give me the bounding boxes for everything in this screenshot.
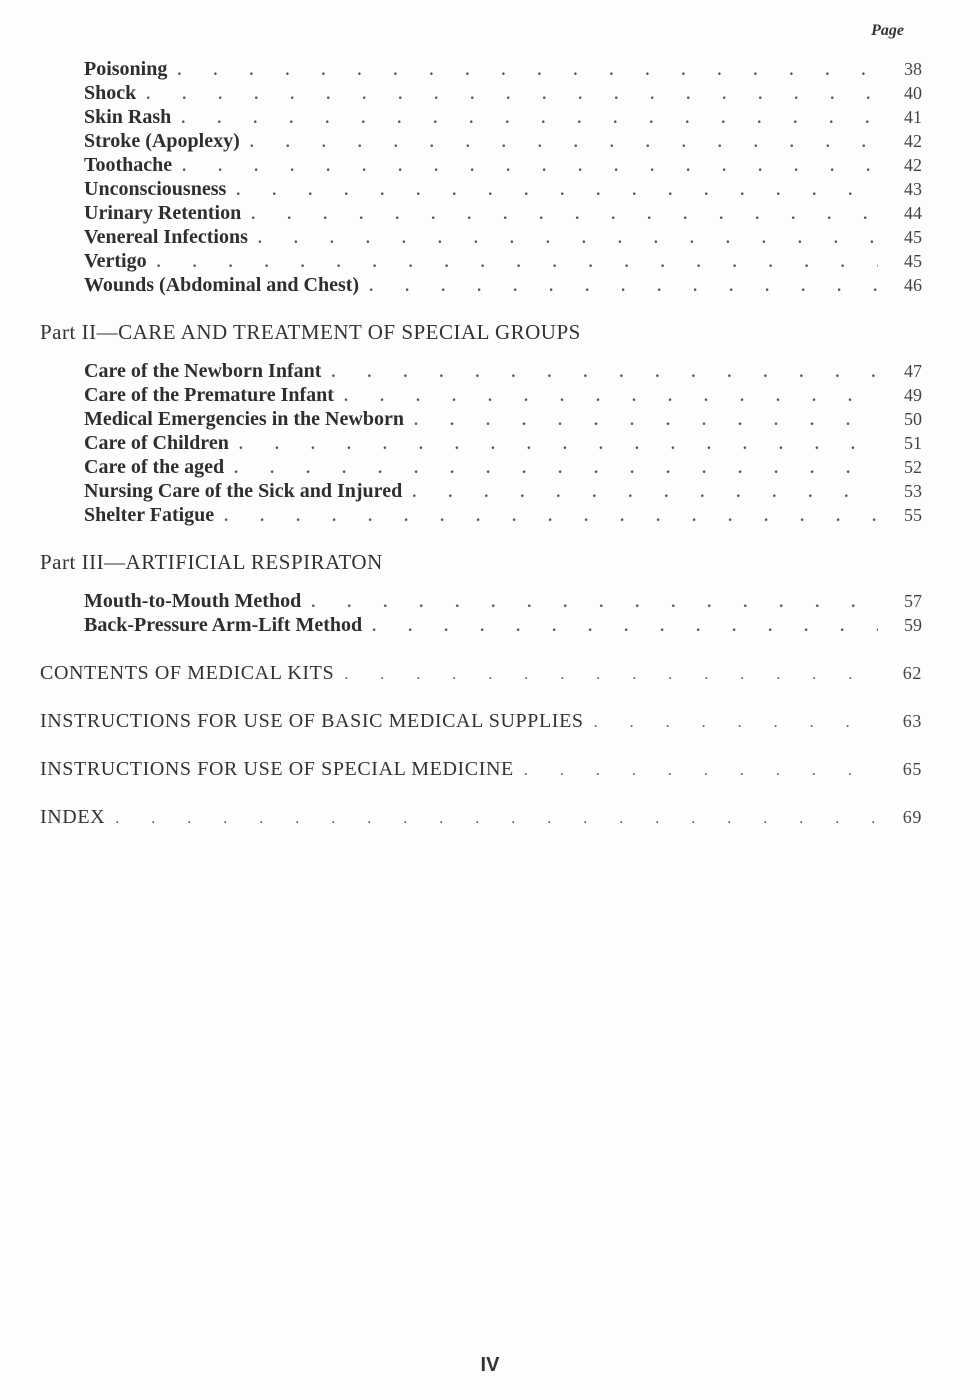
toc-entry-title: Wounds (Abdominal and Chest) xyxy=(84,274,360,296)
dot-leader xyxy=(251,206,878,224)
dot-leader xyxy=(344,388,878,406)
toc-entry-title: Care of Children xyxy=(84,432,229,454)
toc-entry-page: 40 xyxy=(904,83,922,103)
toc-entry-page: 50 xyxy=(904,409,922,429)
toc-entry-title: INDEX xyxy=(40,806,106,828)
toc-major-entry[interactable] xyxy=(40,710,922,734)
toc-entry-page: 38 xyxy=(904,59,922,79)
toc-entry-page: 47 xyxy=(904,361,922,381)
dot-leader xyxy=(331,364,878,382)
dot-leader xyxy=(369,278,878,296)
toc-entry-title: Care of the aged xyxy=(84,456,225,478)
toc-entry-page: 44 xyxy=(904,203,922,223)
toc-entry-title: Vertigo xyxy=(84,250,147,272)
toc-entry-page: 51 xyxy=(904,433,922,453)
toc-entry-page: 59 xyxy=(904,615,922,635)
major-entry-list xyxy=(40,662,922,830)
toc-entry-page: 62 xyxy=(902,663,922,683)
toc-entry-title: Poisoning xyxy=(84,58,168,80)
toc-entry-page: 63 xyxy=(902,711,922,731)
toc-entry-page: 42 xyxy=(904,155,922,175)
toc-entry-title: Mouth-to-Mouth Method xyxy=(84,590,302,612)
toc-major-entry[interactable] xyxy=(40,806,922,830)
dot-leader xyxy=(311,594,878,612)
table-of-contents xyxy=(40,58,922,830)
toc-entry-page: 43 xyxy=(904,179,922,199)
toc-entry-page: 46 xyxy=(904,275,922,295)
toc-entry-page: 53 xyxy=(904,481,922,501)
dot-leader xyxy=(146,86,878,104)
toc-entry[interactable] xyxy=(40,590,922,614)
toc-entry-page: 49 xyxy=(904,385,922,405)
dot-leader xyxy=(234,460,878,478)
toc-entry-title: INSTRUCTIONS FOR USE OF SPECIAL MEDICINE xyxy=(40,758,514,780)
toc-entry-page: 42 xyxy=(904,131,922,151)
toc-entry-title: Care of the Premature Infant xyxy=(84,384,334,406)
toc-entry-title: Nursing Care of the Sick and Injured xyxy=(84,480,403,502)
toc-entry[interactable] xyxy=(40,456,922,480)
dot-leader xyxy=(258,230,878,248)
toc-entry[interactable] xyxy=(40,106,922,130)
toc-entry-title: Skin Rash xyxy=(84,106,172,128)
toc-major-entry[interactable] xyxy=(40,662,922,686)
toc-entry-title: Medical Emergencies in the Newborn xyxy=(84,408,404,430)
toc-entry-title: Care of the Newborn Infant xyxy=(84,360,322,382)
toc-entry-title: Venereal Infections xyxy=(84,226,248,248)
toc-entry[interactable] xyxy=(40,384,922,408)
part3-heading: Part III—ARTIFICIAL RESPIRATON xyxy=(40,550,383,574)
toc-entry-title: Stroke (Apoplexy) xyxy=(84,130,240,152)
toc-entry-page: 52 xyxy=(904,457,922,477)
dot-leader xyxy=(414,412,878,430)
dot-leader xyxy=(177,62,878,80)
toc-entry-title: INSTRUCTIONS FOR USE OF BASIC MEDICAL SUPPLIES xyxy=(40,710,584,732)
toc-entry-page: 45 xyxy=(904,251,922,271)
dot-leader xyxy=(224,508,878,526)
toc-entry[interactable] xyxy=(40,202,922,226)
part2-entry-list xyxy=(40,360,922,528)
toc-entry[interactable] xyxy=(40,154,922,178)
dot-leader xyxy=(239,436,878,454)
dot-leader xyxy=(115,810,878,828)
dot-leader xyxy=(524,762,878,780)
toc-entry-page: 57 xyxy=(904,591,922,611)
toc-entry-title: Back-Pressure Arm-Lift Method xyxy=(84,614,363,636)
toc-entry[interactable] xyxy=(40,408,922,432)
dot-leader xyxy=(412,484,878,502)
dot-leader xyxy=(182,158,878,176)
toc-entry[interactable] xyxy=(40,504,922,528)
toc-entry-page: 69 xyxy=(902,807,922,827)
toc-entry-title: Shock xyxy=(84,82,137,104)
toc-entry-page: 55 xyxy=(904,505,922,525)
toc-entry[interactable] xyxy=(40,432,922,456)
page-column-heading: Page xyxy=(871,22,904,39)
toc-entry-title: Toothache xyxy=(84,154,173,176)
toc-entry[interactable] xyxy=(40,178,922,202)
toc-entry-page: 45 xyxy=(904,227,922,247)
toc-entry[interactable] xyxy=(40,226,922,250)
toc-entry-page: 65 xyxy=(902,759,922,779)
toc-entry[interactable] xyxy=(40,360,922,384)
toc-entry[interactable] xyxy=(40,480,922,504)
dot-leader xyxy=(157,254,878,272)
toc-entry[interactable] xyxy=(40,130,922,154)
toc-entry[interactable] xyxy=(40,614,922,638)
toc-entry-page: 41 xyxy=(904,107,922,127)
toc-entry[interactable] xyxy=(40,250,922,274)
part3-entry-list xyxy=(40,590,922,638)
dot-leader xyxy=(372,618,878,636)
part2-heading: Part II—CARE AND TREATMENT OF SPECIAL GROUPS xyxy=(40,320,581,344)
toc-entry[interactable] xyxy=(40,58,922,82)
toc-entry-title: Unconsciousness xyxy=(84,178,227,200)
dot-leader xyxy=(344,666,878,684)
toc-major-entry[interactable] xyxy=(40,758,922,782)
dot-leader xyxy=(250,134,878,152)
toc-entry[interactable] xyxy=(40,82,922,106)
dot-leader xyxy=(236,182,878,200)
dot-leader xyxy=(594,714,878,732)
toc-entry-title: CONTENTS OF MEDICAL KITS xyxy=(40,662,335,684)
page-folio: IV xyxy=(480,1354,500,1376)
part1-entry-list xyxy=(40,58,922,298)
toc-entry[interactable] xyxy=(40,274,922,298)
toc-entry-title: Shelter Fatigue xyxy=(84,504,215,526)
toc-entry-title: Urinary Retention xyxy=(84,202,242,224)
dot-leader xyxy=(181,110,878,128)
